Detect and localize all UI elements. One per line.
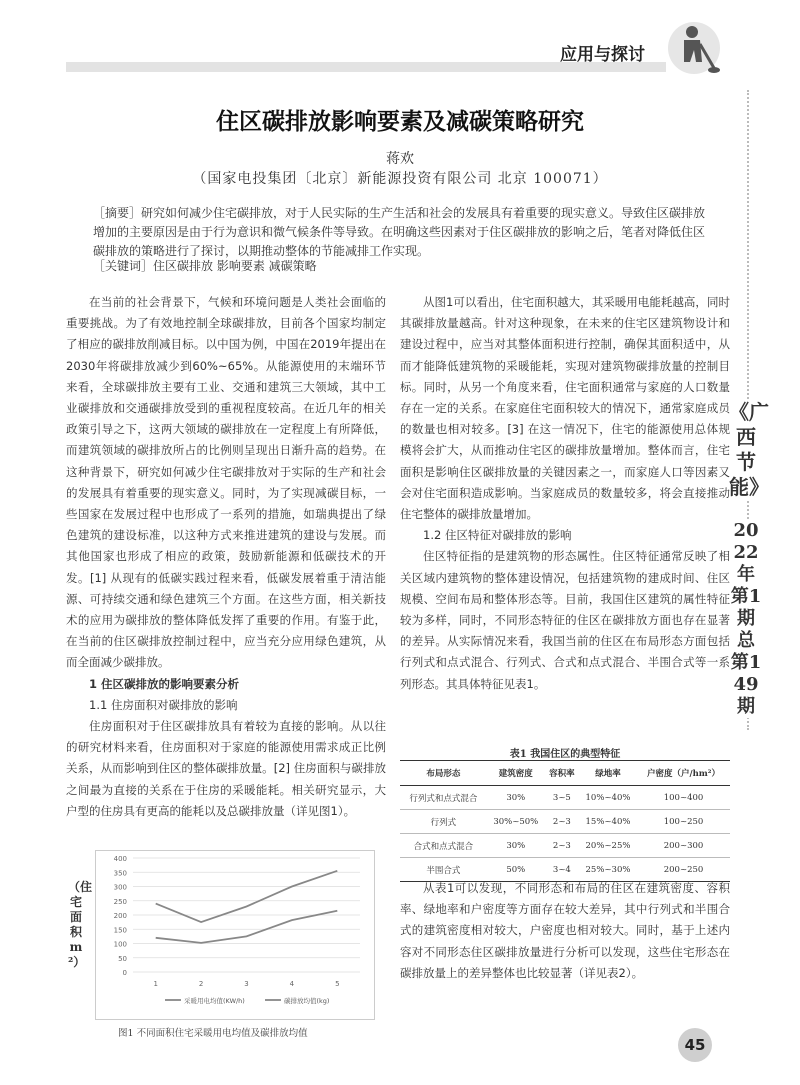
table-cell: 15%~40% (579, 810, 637, 834)
chart-frame (96, 851, 375, 1020)
table-cell: 行列式和点式混合 (400, 786, 487, 810)
x-tick-label: 4 (289, 980, 295, 988)
y-tick-label: 50 (118, 954, 127, 963)
table-header-cell: 布局形态 (400, 761, 487, 786)
table-cell: 100~250 (637, 810, 730, 834)
y-tick-label: 400 (113, 855, 127, 863)
table-cell: 3~4 (545, 858, 579, 882)
right-column (400, 292, 730, 695)
abstract-text: ［摘要］研究如何减少住宅碳排放，对于人民实际的生产生活和社会的发展具有着重要的现实意义。导致住区碳排放增加的主要原因是由于行为意识和微气候条件等导致。在明确这些因素对于住区碳排放的影响之后，笔者对降低住区碳排放的策略进行了探讨，以期推动整体的节能减排工作实现。 (93, 206, 706, 258)
table-header-cell: 建筑密度 (487, 761, 545, 786)
x-tick-label: 5 (335, 980, 340, 988)
journal-name-vertical: 《广西节能》 (729, 400, 769, 499)
keywords: ［关键词］住区碳排放 影响要素 减碳策略 (93, 259, 317, 273)
table-cell: 200~300 (637, 834, 730, 858)
y-tick-label: 300 (113, 883, 127, 892)
table-header-cell: 绿地率 (579, 761, 637, 786)
table-cell: 行列式 (400, 810, 487, 834)
table-cell: 25%~30% (579, 858, 637, 882)
legend-label: 采暖用电均值(KW/h) (184, 997, 245, 1005)
table-cell: 30% (487, 834, 545, 858)
section-heading-1: 1 住区碳排放的影响要素分析 (89, 676, 240, 691)
line-chart (95, 850, 375, 1020)
y-tick-label: 250 (113, 897, 127, 906)
abstract (93, 204, 705, 261)
table-cell: 100~400 (637, 786, 730, 810)
table-cell: 10%~40% (579, 786, 637, 810)
y-tick-label: 0 (122, 969, 127, 977)
table-cell: 50% (487, 858, 545, 882)
table-cell: 2~3 (545, 834, 579, 858)
table-header-cell: 容积率 (545, 761, 579, 786)
table-row (400, 834, 730, 858)
paragraph: 从图1可以看出，住宅面积越大，其采暖用电能耗越高，同时其碳排放量越高。针对这种现象，在未来的住宅区建筑物设计和建设过程中，应当对其整体面积进行控制，确保其面积适中，从而才能降低建筑物的采暖能耗，实现对建筑物碳排放量的控制目标。同时，从另一个角度来看，住宅面积通常与家庭的人口数量存在一定的关系。在家庭住宅面积较大的情况下，通常家庭成员的数量也相对较多。[3] 在这一情况下，住宅的能源使用总体规模将会扩大，从而推动住宅区的碳排放量增加。整体而言，住宅面积是影响住区碳排放量的关键因素之一，而家庭人口等因素又会对住宅面积造成影响。当家庭成员的数量较多，将会直接推动住宅整体的碳排放量增加。 (400, 295, 730, 522)
paragraph: 从表1可以发现，不同形态和布局的住区在建筑密度、容积率、绿地率和户密度等方面存在较大差异，其中行列式和半围合式的建筑密度相对较大，户密度也相对较大。同时，基于上述内容对不同形态住区碳排放量进行分析可以发现，这些住宅形态在碳排放量上的差异整体也比较显著（详见表2）。 (400, 881, 730, 980)
paragraph: 住区特征指的是建筑物的形态属性。住区特征通常反映了相关区域内建筑物的整体建设情况，包括建筑物的建成时间、住区规模、空间布局和整体形态等。目前，我国住区建筑的属性特征较为多样，同时，不同形态特征的住区在碳排放方面也存在显著的差异。从实际情况来看，我国当前的住区在布局形态方面包括行列式和点式混合、行列式、合式和点式混合、半围合式等一系列形态。其具体特征见表1。 (400, 549, 730, 691)
table-cell: 30% (487, 786, 545, 810)
table-cell: 2~3 (545, 810, 579, 834)
left-column (66, 292, 386, 822)
table-cell: 3~5 (545, 786, 579, 810)
x-tick-label: 2 (198, 980, 204, 988)
y-tick-label: 100 (113, 940, 127, 949)
figure-caption: 图1 不同面积住宅采暖用电均值及碳排放均值 (118, 1028, 308, 1039)
subsection-heading-1-1: 1.1 住房面积对碳排放的影响 (89, 697, 238, 712)
table-body (400, 786, 730, 882)
article-title: 住区碳排放影响要素及减碳策略研究 (216, 109, 584, 135)
subsection-heading-1-2: 1.2 住区特征对碳排放的影响 (423, 528, 572, 543)
affiliation: （国家电投集团〔北京〕新能源投资有限公司 北京 100071） (192, 171, 608, 187)
section-heading: 应用与探讨 (560, 45, 645, 65)
x-tick-label: 1 (153, 980, 158, 988)
table-header-cell: 户密度（户/hm²） (637, 761, 730, 786)
table-cell: 200~250 (637, 858, 730, 882)
table-cell: 半围合式 (400, 858, 487, 882)
table-cell: 20%~25% (579, 834, 637, 858)
data-table (400, 760, 730, 882)
table-cell: 30%~50% (487, 810, 545, 834)
table-header-row (400, 761, 730, 786)
table-row (400, 786, 730, 810)
legend-label: 碳排放均值(kg) (284, 997, 330, 1005)
y-tick-label: 350 (113, 869, 127, 878)
x-tick-label: 3 (244, 980, 249, 988)
worker-logo-icon (666, 18, 722, 78)
issue-vertical: 2022年第1期 总第149期 (730, 520, 762, 717)
table-caption: 表1 我国住区的典型特征 (509, 749, 621, 760)
paragraph: 在当前的社会背景下，气候和环境问题是人类社会面临的重要挑战。为了有效地控制全球碳排放，目前各个国家均制定了相应的碳排放削减目标。以中国为例，中国在2019年提出在2030年将碳排放减少到60%~65%。从能源使用的末端环节来看，全球碳排放主要有工业、交通和建筑三大领域，其中工业碳排放和交通碳排放受到的重视程度较高。在近几年的相关政策引导之下，这两大领域的碳排放在一定程度上有所降低，而建筑领域的碳排放所占的比例则呈现出日渐升高的趋势。在这种背景下，研究如何减少住宅碳排放对于实际的生产和社会的发展具有着重要的现实意义。同时，为了实现减碳目标，一些国家在发展过程中也形成了一系列的措施，如瑞典提出了绿色建筑的建设标准，以这种方式来推进建筑的建设与发展。而其他国家也形成了相应的政策，鼓励新能源和低碳技术的开发。[1] 从现有的低碳实践过程来看，低碳发展着重于清洁能源、可持续交通和绿色建筑三个方面。在这些方面，相关新技术的应用为碳排放的整体降低发挥了重要的作用。有鉴于此，在当前的住区碳排放控制过程中，应当充分应用绿色建筑，从而全面减少碳排放。 (66, 295, 386, 670)
right-column-bottom (400, 878, 730, 984)
table-row (400, 810, 730, 834)
author: 蒋欢 (386, 151, 414, 167)
y-tick-label: 150 (113, 926, 127, 935)
paragraph: 住房面积对于住区碳排放具有着较为直接的影响。从以往的研究材料来看，住房面积对于家庭的能源使用需求成正比例关系，从而影响到住区的整体碳排放量。[2] 住房面积与碳排放之间最为直接的关系在于住房的采暖能耗。相关研究显示，大户型的住房具有更高的能耗以及总碳排放量（详见图1）。 (66, 719, 386, 818)
page-number: 45 (678, 1028, 712, 1062)
table-cell: 合式和点式混合 (400, 834, 487, 858)
y-tick-label: 200 (113, 912, 127, 920)
chart-y-axis-label: （住宅面积m²） (68, 880, 93, 969)
